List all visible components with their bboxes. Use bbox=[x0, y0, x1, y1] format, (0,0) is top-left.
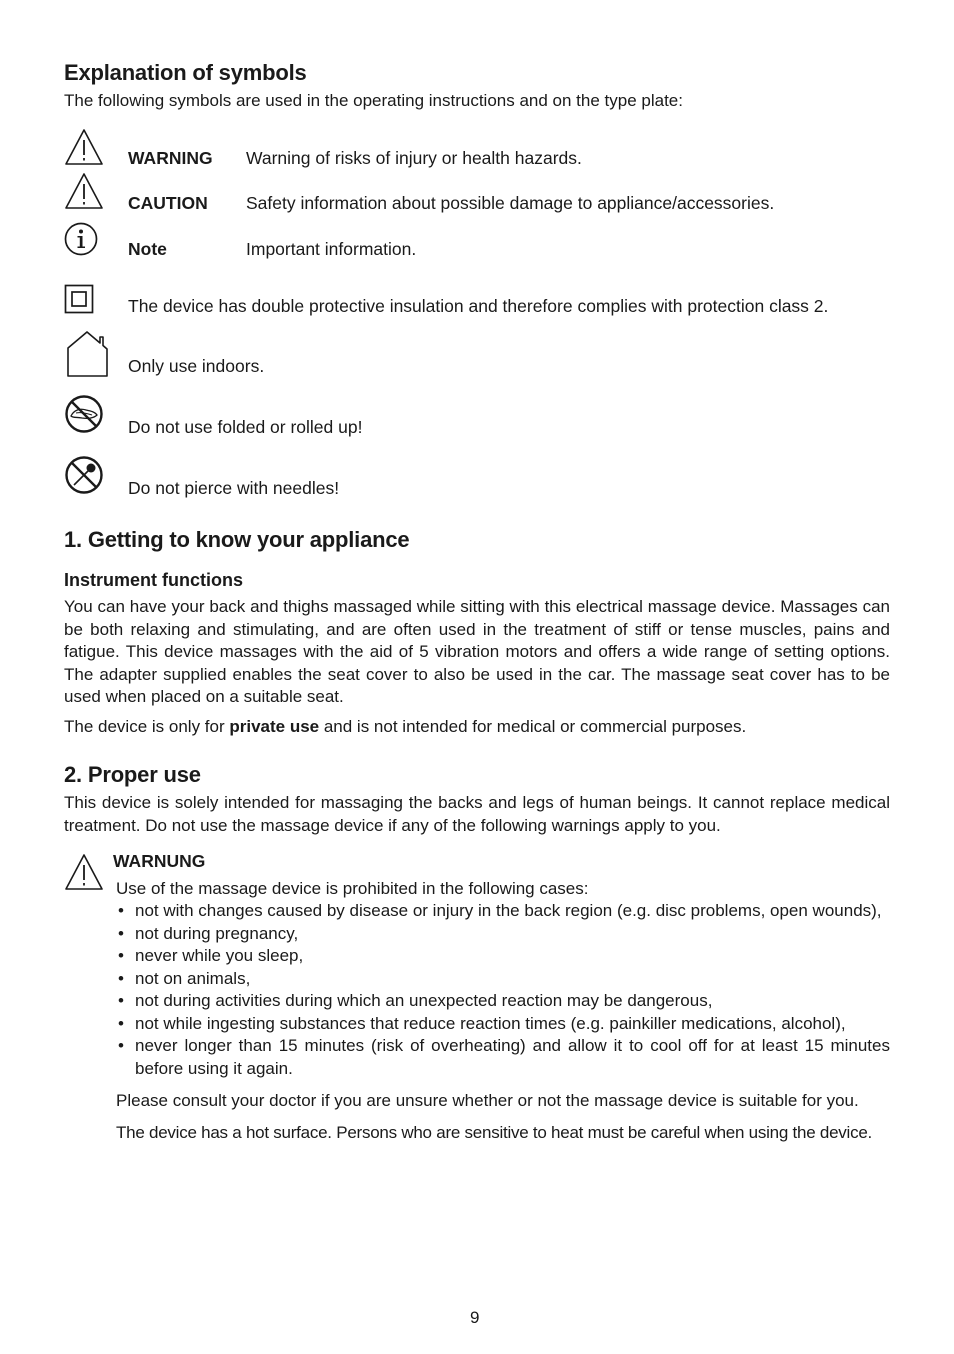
indoor-house-icon bbox=[64, 330, 110, 378]
list-item: • not during pregnancy, bbox=[116, 923, 890, 946]
list-item: • not with changes caused by disease or injury in the back region (e.g. disc problems, open wounds), bbox=[116, 900, 890, 923]
section1-subtitle: Instrument functions bbox=[64, 570, 243, 590]
note-text: Important information. bbox=[246, 239, 417, 259]
list-item: • not on animals, bbox=[116, 968, 890, 991]
symbol-row-warning bbox=[64, 128, 894, 168]
symbol-row-no-needles bbox=[64, 455, 894, 505]
caution-text: Safety information about possible damage to appliance/accessories. bbox=[246, 193, 775, 213]
symbols-title: Explanation of symbols bbox=[64, 60, 307, 85]
list-item: • not during activities during which an unexpected reaction may be dangerous, bbox=[116, 990, 890, 1013]
caution-label: CAUTION bbox=[128, 193, 208, 213]
private-use-bold: private use bbox=[229, 717, 320, 736]
symbol-row-indoors bbox=[64, 330, 894, 380]
warning-triangle-icon bbox=[64, 128, 104, 166]
warnung-label: WARNUNG bbox=[113, 851, 206, 871]
symbol-row-caution bbox=[64, 172, 894, 212]
symbol-row-double-insulation bbox=[64, 284, 894, 324]
private-use-pre: The device is only for bbox=[64, 717, 230, 736]
warning-label: WARNING bbox=[128, 148, 213, 168]
no-needles-icon bbox=[64, 455, 104, 495]
no-folding-text: Do not use folded or rolled up! bbox=[128, 417, 363, 437]
symbol-row-note bbox=[64, 222, 894, 262]
info-icon bbox=[64, 222, 98, 256]
prohibited-cases-list bbox=[116, 900, 890, 1080]
warnung-intro: Use of the massage device is prohibited in the following cases: bbox=[116, 879, 589, 898]
indoors-text: Only use indoors. bbox=[128, 356, 265, 376]
note-label: Note bbox=[128, 239, 167, 259]
list-item: • not while ingesting substances that reduce reaction times (e.g. painkiller medications, alcohol), bbox=[116, 1013, 890, 1036]
double-insulation-icon bbox=[64, 284, 94, 314]
caution-triangle-icon bbox=[64, 172, 104, 210]
no-folding-icon bbox=[64, 394, 104, 434]
consult-doctor-text: Please consult your doctor if you are unsure whether or not the massage device is suitable for you. bbox=[116, 1091, 859, 1110]
list-item: • never while you sleep, bbox=[116, 945, 890, 968]
warnung-triangle-icon bbox=[64, 853, 104, 891]
symbol-row-no-folding bbox=[64, 394, 894, 444]
double-insulation-text: The device has double protective insulation and therefore complies with protection class 2. bbox=[128, 296, 829, 316]
section2-intro: This device is solely intended for massaging the backs and legs of human beings. It cannot replace medical treatment. Do not use the massage device if any of the following warnings apply to you. bbox=[64, 793, 890, 835]
no-needles-text: Do not pierce with needles! bbox=[128, 478, 340, 498]
private-use-paragraph bbox=[64, 716, 890, 739]
warning-text: Warning of risks of injury or health hazards. bbox=[246, 148, 582, 168]
page-number: 9 bbox=[470, 1308, 480, 1327]
list-item: • never longer than 15 minutes (risk of overheating) and allow it to cool off for at least 15 minutes before using it again. bbox=[116, 1035, 890, 1080]
section1-title: 1. Getting to know your appliance bbox=[64, 527, 410, 552]
section2-title: 2. Proper use bbox=[64, 762, 201, 787]
private-use-post: and is not intended for medical or commercial purposes. bbox=[319, 717, 747, 736]
symbols-intro: The following symbols are used in the operating instructions and on the type plate: bbox=[64, 91, 683, 110]
section1-paragraph: You can have your back and thighs massaged while sitting with this electrical massage device. Massages can be both relaxing and stimulating, and are often used in the treatment of stiff or tense muscles, pains and fatigue. This device massages with the aid of 5 vibration motors and offers a wide range of setting options. The adapter supplied enables the seat cover to also be used in the car. The massage seat cover has to be used when placed on a suitable seat. bbox=[64, 597, 890, 707]
hot-surface-text: The device has a hot surface. Persons who are sensitive to heat must be careful when using the device. bbox=[116, 1123, 872, 1142]
